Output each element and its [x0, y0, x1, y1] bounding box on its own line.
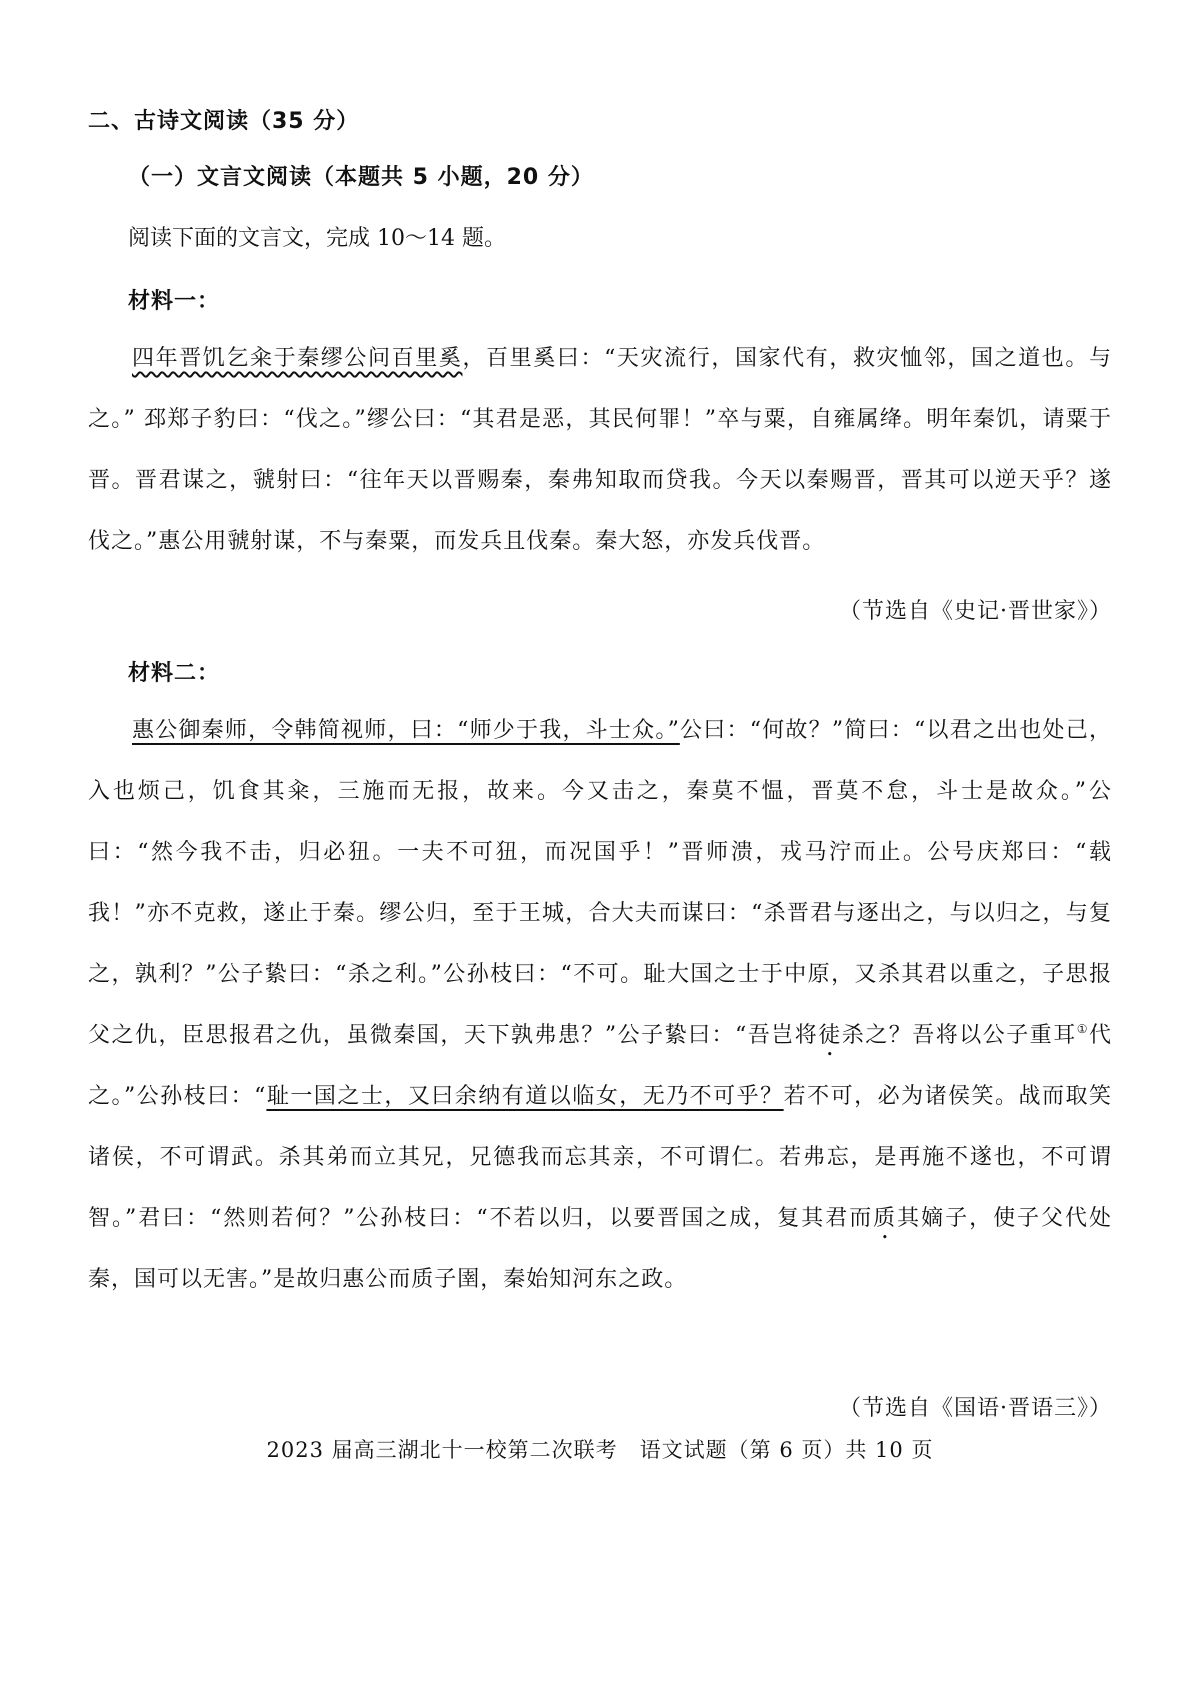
material2-text-3: 代之。”公孙枝曰：“ [88, 1023, 1112, 1109]
page-footer: 2023 届高三湖北十一校第二次联考 语文试题（第 6 页）共 10 页 [266, 1438, 934, 1462]
material1-paragraph [88, 328, 1112, 572]
footnote-marker: ① [1076, 1022, 1089, 1036]
material2-underline-1: 惠公御秦师，令韩简视师，曰：“师少于我，斗士众。” [132, 718, 680, 743]
material2-label: 材料二： [128, 661, 221, 686]
section-title: 二、古诗文阅读（35 分） [88, 109, 360, 134]
material2-text-4: 若不可，必为诸侯笑。战而取笑诸侯，不可谓武。杀其弟而立其兄，兄德我而忘其亲，不可谓仁。若弗忘，是再施不遂也，不可谓智。”君曰：“然则若何？”公孙枝曰：“不若以归，以要晋国之成，复其君而 [88, 1084, 1112, 1231]
material1-wavy-underline: 四年晋饥乞籴于秦缪公问百里奚 [132, 346, 463, 371]
material2-text-2: 杀之？吾将以公子重耳 [841, 1023, 1077, 1048]
material2-paragraph [88, 700, 1112, 1310]
material1-label: 材料一： [128, 289, 221, 314]
subsection-title: （一）文言文阅读（本题共 5 小题，20 分） [128, 165, 594, 190]
material1-source: （节选自《史记·晋世家》） [839, 599, 1112, 624]
material2-text-5: 其嫡子，使子父代处秦，国可以无害。”是故归惠公而质子圉，秦始知河东之政。 [88, 1206, 1112, 1292]
instruction-text: 阅读下面的文言文，完成 10～14 题。 [128, 226, 506, 251]
dotted-char-tu: 徒 [818, 1023, 842, 1048]
material1-text: ，百里奚曰：“天灾流行，国家代有，救灾恤邻，国之道也。与之。” 邳郑子豹曰：“伐之。”缪公曰：“其君是恶，其民何罪！”卒与粟，自雍属绛。明年秦饥，请粟于晋。晋君谋之，虢射曰：“往年天以晋赐秦，秦弗知取而贷我。今天以秦赐晋，晋其可以逆天乎？遂伐之。”惠公用虢射谋，不与秦粟，而发兵且伐秦。秦大怒，亦发兵伐晋。 [88, 346, 1112, 554]
material2-source: （节选自《国语·晋语三》） [839, 1396, 1112, 1421]
material2-text-1: 公曰：“何故？”简曰：“以君之出也处己，入也烦己，饥食其籴，三施而无报，故来。今又击之，秦莫不愠，晋莫不怠，斗士是故众。”公曰：“然今我不击，归必狃。一夫不可狃，而况国乎！”晋师溃，戎马泞而止。公号庆郑曰：“载我！”亦不克救，遂止于秦。缪公归，至于王城，合大夫而谋曰：“杀晋君与逐出之，与以归之，与复之，孰利？”公子絷曰：“杀之利。”公孙枝曰：“不可。耻大国之士于中原，又杀其君以重之，子思报父之仇，臣思报君之仇，虽微秦国，天下孰弗患？”公子絷曰：“吾岂将 [88, 718, 1113, 1048]
dotted-char-zhi: 质 [873, 1206, 898, 1231]
material2-underline-2: 耻一国之士，又曰余纳有道以临女，无乃不可乎？ [266, 1084, 784, 1109]
